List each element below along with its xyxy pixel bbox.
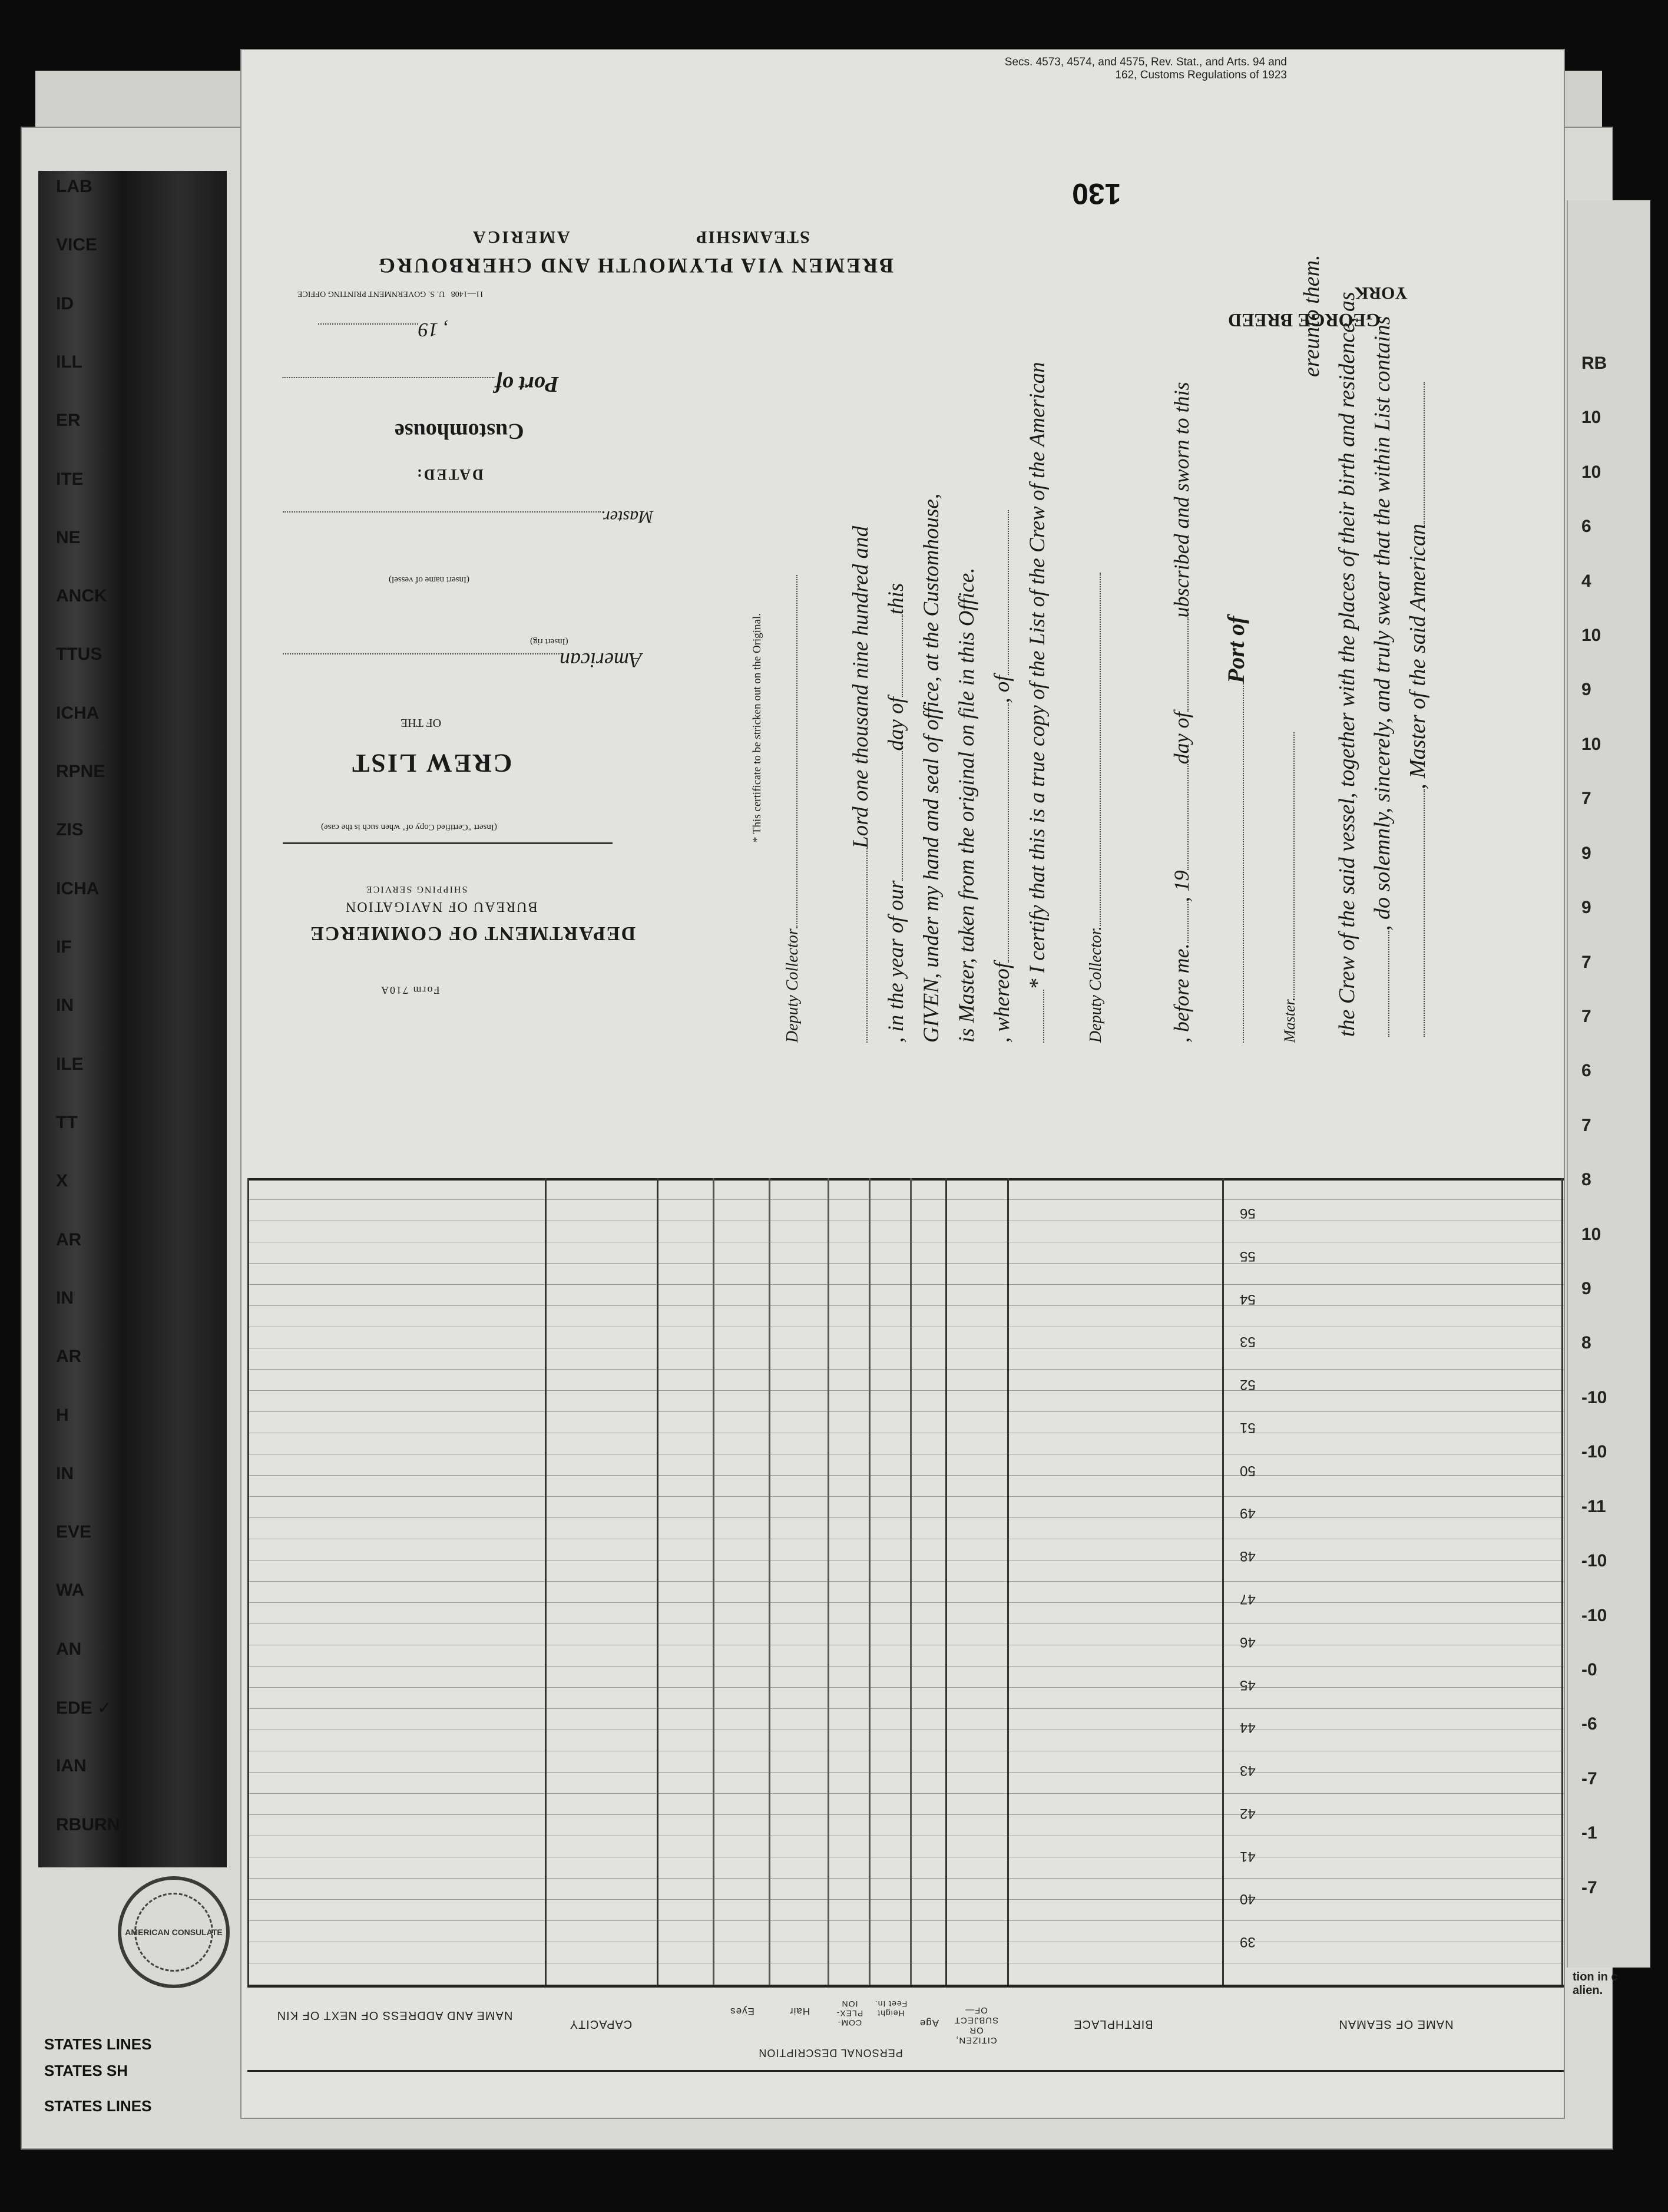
table-row-line xyxy=(247,1666,1564,1667)
col-capacity: CAPACITY xyxy=(569,2018,633,2031)
underlying-number: -10 xyxy=(1581,1387,1607,1407)
row-number: 48 xyxy=(1240,1548,1256,1565)
cover-of-the: OF THE xyxy=(401,716,442,729)
col-group-personal-description: PERSONAL DESCRIPTION xyxy=(758,2047,903,2059)
underlying-name-fragment: AR xyxy=(56,1347,82,1367)
row-number: 43 xyxy=(1240,1763,1256,1779)
col-divider xyxy=(1222,1178,1224,1985)
row-number: 42 xyxy=(1240,1805,1256,1821)
underlying-name-fragment: IN xyxy=(56,1463,74,1483)
col-citizen: CITIZEN, OR SUBJECT OF— xyxy=(954,2005,999,2045)
underlying-number: 10 xyxy=(1581,626,1601,646)
underlying-number: -10 xyxy=(1581,1442,1607,1462)
oath-line-1: , do solemnly, sincerely, and truly swear that the within List contains xyxy=(1369,316,1395,1037)
cover-york: YORK xyxy=(1355,283,1408,303)
crew-table xyxy=(247,1178,1564,1985)
col-divider xyxy=(1007,1178,1009,1985)
cover-george: GEORGE BREED xyxy=(1228,310,1381,331)
col-divider xyxy=(869,1178,871,1985)
underlying-name-fragment: LAB xyxy=(56,177,92,196)
col-age: Age xyxy=(919,2018,939,2029)
cover-form-number: Form 710A xyxy=(380,984,440,996)
table-row-line xyxy=(247,1687,1564,1688)
underlying-number: -10 xyxy=(1581,1605,1607,1625)
underlying-right-note: tion in c alien. xyxy=(1573,1970,1618,1997)
oath-line-3: ereunto them. xyxy=(1299,254,1324,377)
cover-bureau: BUREAU OF NAVIGATION xyxy=(345,899,538,914)
underlying-number: 4 xyxy=(1581,571,1591,591)
table-top-border xyxy=(247,1178,1564,1181)
cover-customhouse: Customhouse xyxy=(395,419,524,444)
certificate-line-6: Lord one thousand nine hundred and xyxy=(848,526,873,1043)
row-number: 40 xyxy=(1240,1891,1256,1907)
underlying-number: 8 xyxy=(1581,1333,1591,1353)
underlying-number: -1 xyxy=(1581,1823,1597,1843)
bottom-fragment-1: STATES LINES xyxy=(44,2035,152,2053)
underlying-number: 9 xyxy=(1581,843,1591,863)
row-number: 47 xyxy=(1240,1591,1256,1607)
underlying-name-fragment: AR xyxy=(56,1229,82,1249)
certificate-deputy-collector: Deputy Collector xyxy=(783,575,802,1043)
underlying-name-fragment: ICHA xyxy=(56,878,100,898)
underlying-number: 9 xyxy=(1581,1279,1591,1299)
underlying-name-fragment: ER xyxy=(56,411,81,431)
underlying-name-fragment: TT xyxy=(56,1112,78,1132)
table-row-line xyxy=(247,1920,1564,1921)
row-number: 41 xyxy=(1240,1848,1256,1864)
row-number: 56 xyxy=(1240,1205,1256,1221)
table-row-line xyxy=(247,1305,1564,1306)
cover-steamship: STEAMSHIP xyxy=(695,227,810,247)
underlying-number: RB xyxy=(1581,353,1607,373)
col-birthplace: BIRTHPLACE xyxy=(1073,2018,1153,2031)
oath-line-2: the Crew of the said vessel, together with the places of their birth and residence, as xyxy=(1335,292,1359,1037)
certificate-line-5: , in the year of ourday ofthis xyxy=(884,583,908,1043)
table-row-line xyxy=(247,1369,1564,1370)
col-complexion: COM-PLEX-ION xyxy=(836,1999,863,2028)
underlying-name-fragment: ILL xyxy=(56,352,82,372)
cover-title: CREW LIST xyxy=(350,749,512,778)
oath-deputy-collector: Deputy Collector. xyxy=(1087,573,1106,1043)
table-row-line xyxy=(247,1475,1564,1476)
cover-year: , 19 xyxy=(318,318,448,340)
underlying-name-fragment: IAN xyxy=(56,1756,87,1776)
row-number: 54 xyxy=(1240,1291,1256,1307)
cover-port-of: Port of xyxy=(283,371,559,397)
cover-ship-note: BREMEN VIA PLYMOUTH AND CHERBOURG xyxy=(377,254,894,277)
underlying-number: -10 xyxy=(1581,1551,1607,1571)
certificate-line-2: , whereof, of xyxy=(989,510,1015,1043)
underlying-name-fragment: WA xyxy=(56,1581,85,1601)
col-eyes: Eyes xyxy=(730,2006,754,2017)
underlying-name-fragment: RBURN xyxy=(56,1814,120,1834)
table-row-line xyxy=(247,1772,1564,1773)
cover-master: Master. xyxy=(283,507,653,527)
oath-master-line: Master. xyxy=(1281,732,1299,1043)
underlying-name-fragment: VICE xyxy=(56,235,98,255)
certificate-footnote: * This certificate to be stricken out on the Original. xyxy=(751,613,763,842)
table-row-line xyxy=(247,1284,1564,1285)
underlying-name-fragment: IN xyxy=(56,996,74,1016)
cover-rule-1 xyxy=(283,842,613,844)
table-row-line xyxy=(247,1496,1564,1497)
table-row-line xyxy=(247,1793,1564,1794)
table-row-line xyxy=(247,1390,1564,1391)
cover-dated: DATED: xyxy=(415,466,484,483)
row-number: 49 xyxy=(1240,1505,1256,1522)
bottom-fragment-2: STATES SH xyxy=(44,2062,128,2079)
seal-label: AMERICAN CONSULATE xyxy=(125,1927,223,1937)
table-row-line xyxy=(247,1263,1564,1264)
cover-insert-note: (Insert "Certified Copy of" when such is the case) xyxy=(321,822,497,832)
col-next-of-kin: NAME AND ADDRESS OF NEXT OF KIN xyxy=(276,2009,513,2022)
underlying-number: 8 xyxy=(1581,1170,1591,1190)
table-row-line xyxy=(247,1199,1564,1200)
cover-insert-rig: (Insert rig) xyxy=(530,637,568,646)
underlying-name-fragment: ANCK xyxy=(56,586,107,606)
underlying-name-fragment: IN xyxy=(56,1288,74,1308)
underlying-name-fragment: AN xyxy=(56,1639,82,1659)
table-row-line xyxy=(247,1602,1564,1603)
cover-ship-name: AMERICA xyxy=(471,227,570,247)
row-number: 39 xyxy=(1240,1934,1256,1950)
underlying-number: 6 xyxy=(1581,1061,1591,1081)
row-number: 50 xyxy=(1240,1462,1256,1479)
statute-citation: Secs. 4573, 4574, and 4575, Rev. Stat., and Arts. 94 and 162, Customs Regulations of 1923 xyxy=(1004,56,1287,81)
underlying-number: 9 xyxy=(1581,898,1591,918)
underlying-number: -11 xyxy=(1581,1496,1606,1516)
underlying-page-right-edge xyxy=(1567,200,1650,1968)
row-number: 51 xyxy=(1240,1419,1256,1436)
underlying-number: 7 xyxy=(1581,952,1591,972)
table-row-line xyxy=(247,1899,1564,1900)
col-divider xyxy=(945,1178,947,1985)
col-divider xyxy=(910,1178,912,1985)
bottom-fragment-3: STATES LINES xyxy=(44,2097,152,2115)
table-row-line xyxy=(247,1984,1564,1985)
table-row-line xyxy=(247,1411,1564,1412)
table-row-line xyxy=(247,1581,1564,1582)
row-number: 55 xyxy=(1240,1248,1256,1264)
underlying-name-fragment: X xyxy=(56,1171,68,1191)
table-row-line xyxy=(247,1517,1564,1518)
underlying-name-fragment: TTUS xyxy=(56,644,102,664)
underlying-number: 7 xyxy=(1581,1006,1591,1026)
underlying-number: 7 xyxy=(1581,789,1591,809)
underlying-name-fragment: EVE xyxy=(56,1522,92,1542)
underlying-number: 10 xyxy=(1581,1224,1601,1244)
underlying-number: -0 xyxy=(1581,1659,1597,1679)
underlying-number: 9 xyxy=(1581,680,1591,700)
underlying-number: 10 xyxy=(1581,734,1601,754)
row-number: 53 xyxy=(1240,1334,1256,1350)
underlying-number: 7 xyxy=(1581,1115,1591,1135)
col-divider xyxy=(713,1178,714,1985)
col-divider xyxy=(828,1178,829,1985)
table-row-line xyxy=(247,1814,1564,1815)
row-number: 52 xyxy=(1240,1377,1256,1393)
handwritten-number: 130 xyxy=(1072,177,1121,210)
table-header xyxy=(247,1985,1564,2072)
row-number: 45 xyxy=(1240,1677,1256,1693)
underlying-name-fragment: ICHA xyxy=(56,703,100,723)
underlying-name-fragment: ZIS xyxy=(56,820,84,840)
cover-insert-name: (Insert name of vessel) xyxy=(389,575,470,584)
underlying-number: -6 xyxy=(1581,1714,1597,1734)
col-divider xyxy=(247,1178,249,1985)
cover-service: SHIPPING SERVICE xyxy=(365,884,468,894)
underlying-name-fragment: ITE xyxy=(56,469,84,489)
col-name-of-seaman: NAME OF SEAMAN xyxy=(1338,2018,1454,2031)
cover-american: American xyxy=(283,648,642,673)
col-hair: Hair xyxy=(789,2006,810,2017)
col-divider xyxy=(1561,1178,1563,1985)
certificate-line-1: * I certify that this is a true copy of the List of the Crew of the American xyxy=(1025,362,1050,1043)
underlying-name-fragment: RPNE xyxy=(56,762,105,782)
underlying-number: -7 xyxy=(1581,1768,1597,1788)
underlying-name-fragment: NE xyxy=(56,527,81,547)
oath-line-master: , Master of the said American xyxy=(1405,212,1431,1037)
underlying-number: 10 xyxy=(1581,462,1601,482)
certificate-line-4: GIVEN, under my hand and seal of office, at the Customhouse, xyxy=(919,493,944,1043)
row-number: 46 xyxy=(1240,1634,1256,1650)
col-height: Height Feet In. xyxy=(874,1999,908,2018)
table-row-line xyxy=(247,1878,1564,1879)
underlying-name-fragment: IF xyxy=(56,937,72,957)
underlying-name-fragment: EDE ✓ xyxy=(56,1698,112,1718)
certificate-line-3: is Master, taken from the original on file in this Office. xyxy=(955,567,979,1043)
oath-subscribed-line: , before me., 19day ofubscribed and sworn to this xyxy=(1170,382,1193,1043)
underlying-number: -7 xyxy=(1581,1877,1597,1897)
underlying-number: 10 xyxy=(1581,408,1601,428)
oath-port-line: Port of xyxy=(1222,616,1250,1043)
underlying-name-fragment: ID xyxy=(56,293,74,313)
cover-department: DEPARTMENT OF COMMERCE xyxy=(309,923,636,944)
underlying-number: 6 xyxy=(1581,517,1591,537)
underlying-name-fragment: ILE xyxy=(56,1054,84,1074)
col-divider xyxy=(769,1178,770,1985)
col-divider xyxy=(657,1178,658,1985)
row-number: 44 xyxy=(1240,1720,1256,1736)
underlying-name-fragment: H xyxy=(56,1405,69,1425)
col-divider xyxy=(545,1178,547,1985)
table-row-line xyxy=(247,1708,1564,1709)
printer-line: 11—1408 U. S. GOVERNMENT PRINTING OFFICE xyxy=(297,289,484,298)
